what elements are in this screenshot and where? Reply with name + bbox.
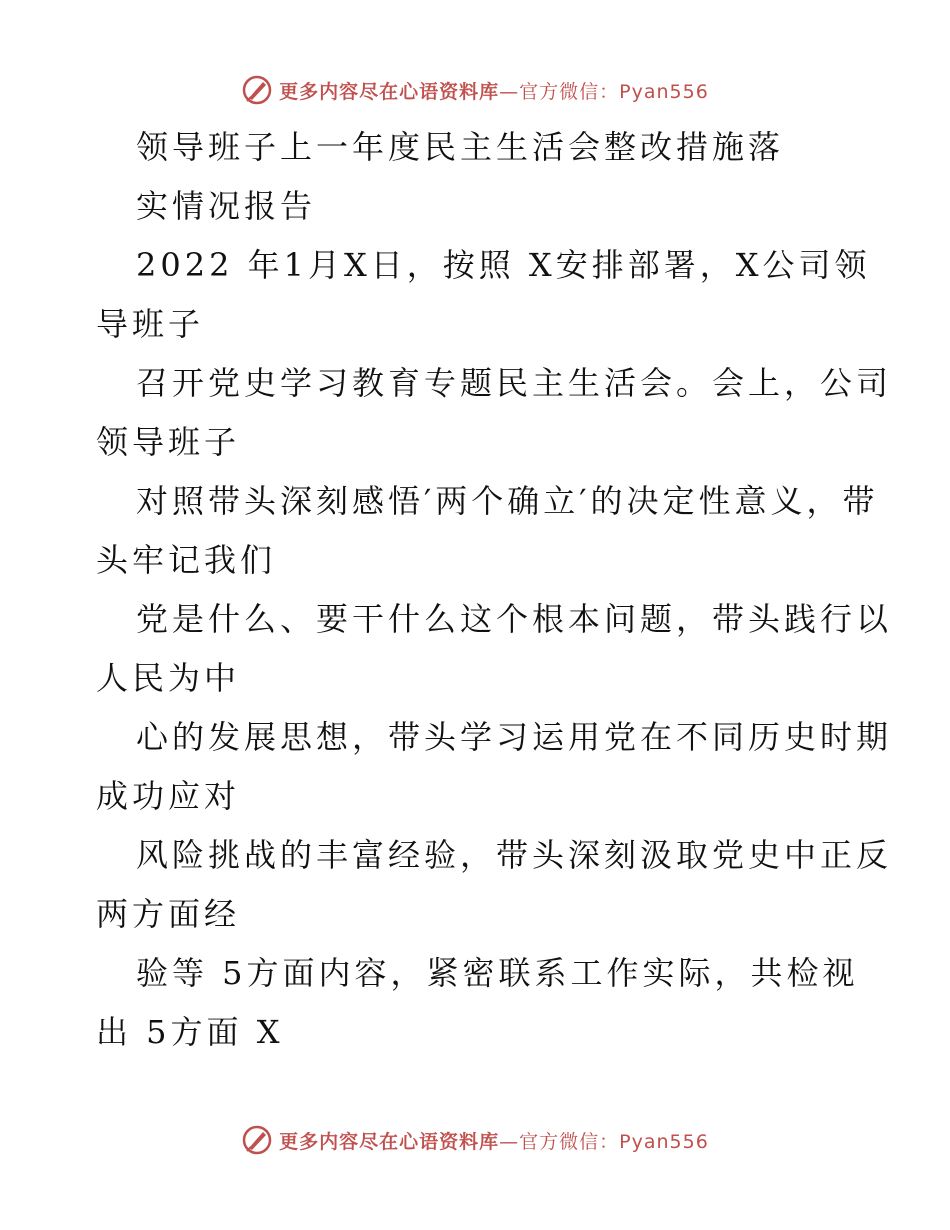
quill-logo-icon: [241, 74, 273, 106]
header-banner-text: 更多内容尽在心语资料库: [279, 80, 500, 103]
doc-line: 成功应对: [96, 777, 241, 815]
doc-line: 两方面经: [96, 895, 241, 933]
footer-watermark-banner: [0, 1120, 950, 1160]
doc-line: 头牢记我们: [96, 541, 277, 579]
doc-line: 党是什么、要干什么这个根本问题，带头践行以: [136, 600, 893, 638]
footer-banner-suffix: —官方微信：Pyan556: [499, 1130, 709, 1153]
doc-line: 人民为中: [96, 659, 241, 697]
header-banner-suffix: —官方微信：Pyan556: [499, 80, 709, 103]
doc-line: 实情况报告: [136, 187, 317, 225]
footer-banner-text: 更多内容尽在心语资料库: [279, 1130, 500, 1153]
doc-line: 导班子: [96, 305, 205, 343]
doc-line: 出 5方面 X: [96, 1013, 284, 1051]
document-body: [96, 118, 893, 1062]
doc-line: 验等 5方面内容，紧密联系工作实际，共检视: [136, 954, 859, 992]
doc-line: 召开党史学习教育专题民主生活会。会上，公司: [136, 364, 893, 402]
doc-line: 2022 年1月X日，按照 X安排部署，X公司领: [136, 246, 871, 284]
doc-line: 对照带头深刻感悟′两个确立′的决定性意义，带: [136, 482, 879, 520]
doc-line: 心的发展思想，带头学习运用党在不同历史时期: [136, 718, 893, 756]
quill-logo-icon: [241, 1124, 273, 1156]
doc-line: 领导班子: [96, 423, 241, 461]
header-watermark-banner: [0, 70, 950, 110]
doc-line: 风险挑战的丰富经验，带头深刻汲取党史中正反: [136, 836, 893, 874]
doc-line: 领导班子上一年度民主生活会整改措施落: [136, 128, 785, 166]
